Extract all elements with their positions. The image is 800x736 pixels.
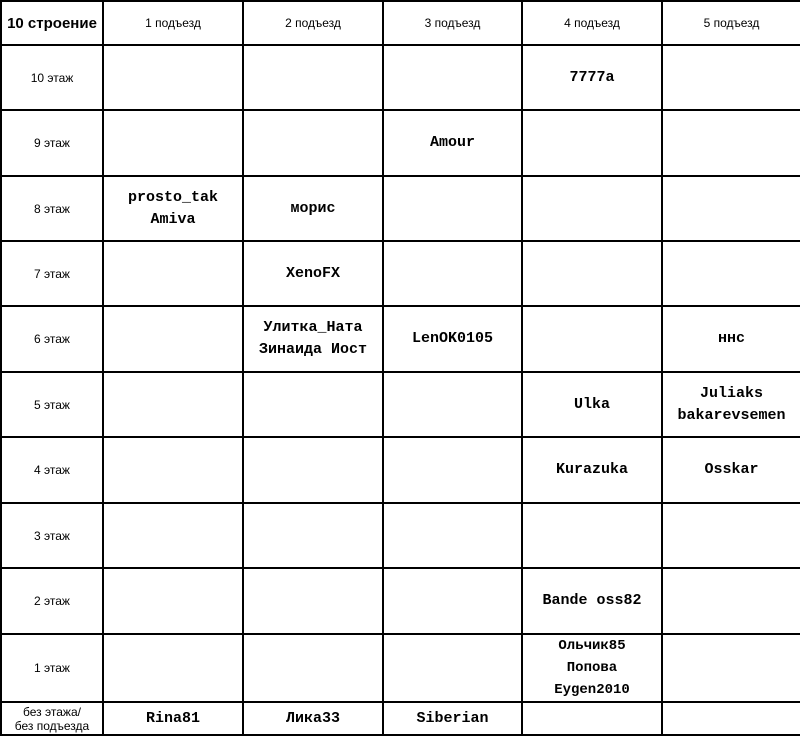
- resident-cell: [522, 241, 662, 306]
- resident-cell: [103, 372, 243, 437]
- floor-row: [1, 176, 800, 241]
- floor-label-line: 4 этаж: [34, 463, 70, 477]
- resident-cell: [383, 45, 522, 110]
- resident-cell: [662, 45, 800, 110]
- resident-name: 7777a: [569, 68, 615, 86]
- resident-name: Rina81: [145, 709, 200, 727]
- resident-name: Siberian: [416, 709, 489, 727]
- resident-cell: [103, 45, 243, 110]
- resident-name: Amour: [429, 134, 475, 151]
- resident-cell: [383, 503, 522, 568]
- resident-name: Улитка_Ната: [263, 319, 363, 336]
- floor-row: [1, 568, 800, 634]
- resident-cell: [103, 110, 243, 176]
- floor-label-line: 5 этаж: [34, 397, 70, 412]
- resident-name: Bande oss82: [542, 592, 642, 609]
- resident-cell: [243, 503, 383, 568]
- floor-label-line: без подъезда: [14, 718, 90, 733]
- resident-cell: [103, 568, 243, 634]
- entrance-header-5: 5 подъезд: [662, 1, 800, 45]
- resident-cell: [522, 503, 662, 568]
- resident-cell: [522, 176, 662, 241]
- resident-cell: [103, 437, 243, 503]
- resident-cell: [662, 110, 800, 176]
- resident-cell: [243, 110, 383, 176]
- resident-cell: [243, 568, 383, 634]
- resident-cell: [103, 241, 243, 306]
- floor-label: [1, 702, 103, 735]
- resident-name: Kurazuka: [555, 461, 628, 478]
- resident-cell: [383, 568, 522, 634]
- floor-label: [1, 372, 103, 437]
- resident-cell: [383, 437, 522, 503]
- resident-name: Лика33: [285, 709, 340, 727]
- resident-cell: [383, 306, 522, 372]
- resident-cell: [103, 634, 243, 702]
- resident-cell: [243, 306, 383, 372]
- resident-name: Eygen2010: [554, 682, 630, 698]
- floor-row: [1, 702, 800, 735]
- resident-cell: [522, 372, 662, 437]
- resident-cell: [522, 634, 662, 702]
- floor-label-line: 9 этаж: [34, 136, 70, 150]
- floor-row: [1, 437, 800, 503]
- floor-label: [1, 306, 103, 372]
- floor-label: [1, 45, 103, 110]
- resident-cell: [383, 110, 522, 176]
- floor-label: [1, 503, 103, 568]
- floor-label: [1, 176, 103, 241]
- resident-cell: [243, 702, 383, 735]
- entrance-header-4: 4 подъезд: [522, 1, 662, 45]
- resident-cell: [522, 45, 662, 110]
- resident-name: Amiva: [150, 210, 196, 228]
- resident-cell: [662, 372, 800, 437]
- floor-label: [1, 241, 103, 306]
- resident-name: Попова: [566, 660, 618, 676]
- resident-cell: [103, 306, 243, 372]
- resident-cell: [103, 176, 243, 241]
- resident-cell: [103, 503, 243, 568]
- floor-row: [1, 306, 800, 372]
- resident-name: Зинаида Иост: [258, 341, 368, 358]
- floor-row: [1, 372, 800, 437]
- resident-cell: [243, 241, 383, 306]
- resident-cell: [662, 306, 800, 372]
- floor-label: [1, 634, 103, 702]
- resident-cell: [662, 702, 800, 735]
- resident-cell: [522, 568, 662, 634]
- floor-row: [1, 634, 800, 702]
- floor-row: [1, 110, 800, 176]
- resident-name: Ольчик85: [558, 638, 626, 654]
- resident-cell: [522, 437, 662, 503]
- resident-cell: [662, 634, 800, 702]
- resident-cell: [383, 702, 522, 735]
- entrance-header-3: 3 подъезд: [383, 1, 522, 45]
- resident-name: Juliaks: [699, 384, 763, 402]
- resident-name: Ulka: [573, 395, 610, 413]
- resident-cell: [243, 372, 383, 437]
- floor-label-line: 7 этаж: [34, 266, 70, 281]
- resident-cell: [383, 372, 522, 437]
- resident-name: ннс: [717, 330, 745, 347]
- floor-label: [1, 568, 103, 634]
- resident-cell: [383, 176, 522, 241]
- floor-row: [1, 503, 800, 568]
- floor-label: [1, 110, 103, 176]
- floor-label-line: 2 этаж: [34, 594, 70, 608]
- resident-cell: [522, 306, 662, 372]
- resident-cell: [243, 634, 383, 702]
- resident-cell: [662, 437, 800, 503]
- resident-name: Osskar: [704, 461, 759, 478]
- floor-label-line: без этажа/: [23, 704, 81, 719]
- floor-label-line: 3 этаж: [34, 528, 70, 543]
- resident-cell: [662, 176, 800, 241]
- floor-label-line: 6 этаж: [34, 332, 70, 346]
- resident-cell: [662, 568, 800, 634]
- resident-name: bakarevsemen: [677, 406, 786, 424]
- entrance-header-2: 2 подъезд: [243, 1, 383, 45]
- resident-cell: [243, 176, 383, 241]
- building-title: 10 строение: [1, 1, 103, 45]
- floor-label: [1, 437, 103, 503]
- resident-cell: [243, 437, 383, 503]
- floor-row: [1, 45, 800, 110]
- resident-cell: [383, 241, 522, 306]
- resident-name: prosto_tak: [127, 188, 218, 206]
- resident-cell: [662, 241, 800, 306]
- resident-cell: [243, 45, 383, 110]
- resident-cell: [522, 702, 662, 735]
- floor-row: [1, 241, 800, 306]
- floor-label-line: 1 этаж: [34, 661, 70, 675]
- floor-label-line: 10 этаж: [30, 70, 74, 85]
- resident-name: XenoFX: [285, 264, 340, 282]
- resident-name: LenOK0105: [411, 330, 493, 347]
- resident-name: морис: [290, 199, 336, 217]
- resident-cell: [662, 503, 800, 568]
- resident-cell: [383, 634, 522, 702]
- resident-cell: [522, 110, 662, 176]
- resident-cell: [103, 702, 243, 735]
- floor-label-line: 8 этаж: [34, 201, 70, 216]
- header-row: [1, 1, 800, 45]
- entrance-header-1: 1 подъезд: [103, 1, 243, 45]
